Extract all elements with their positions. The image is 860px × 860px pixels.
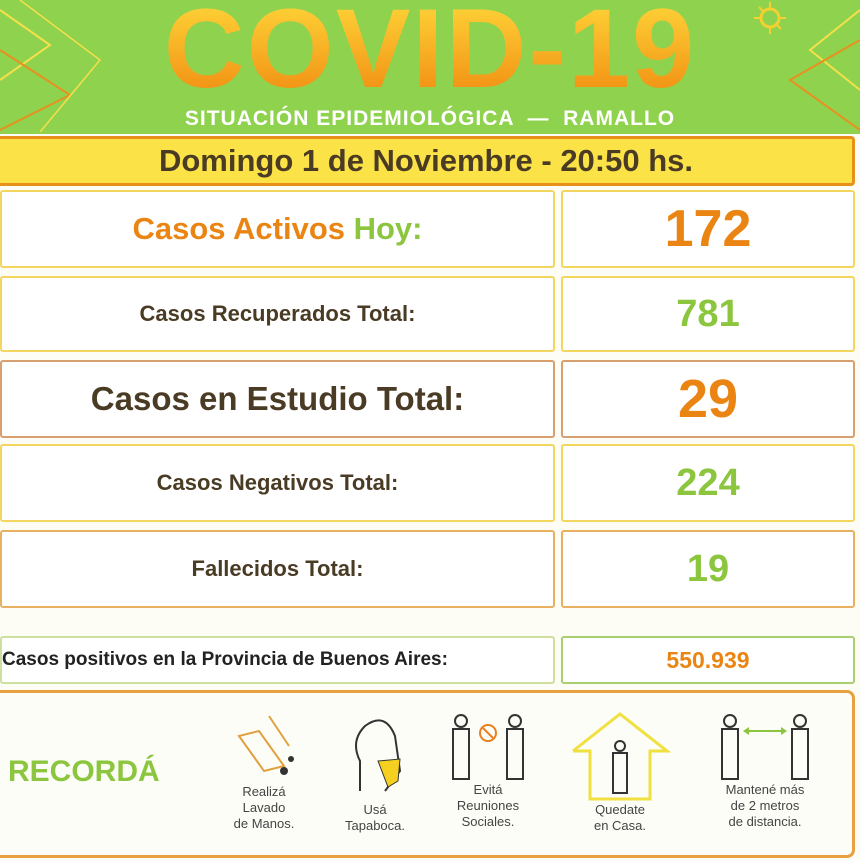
tip-avoid-gatherings	[428, 711, 548, 829]
no-gatherings-icon	[443, 711, 533, 781]
reminder-title: RECORDÁ	[8, 755, 160, 788]
recovered-value: 781	[561, 276, 855, 352]
subtitle: SITUACIÓN EPIDEMIOLÓGICA — RAMALLO	[184, 107, 676, 130]
province-value: 550.939	[561, 636, 855, 684]
tip-text: de Manos.	[233, 816, 295, 831]
report-date: Domingo 1 de Noviembre - 20:50 hs.	[0, 136, 855, 186]
deceased-label: Fallecidos Total:	[0, 530, 555, 608]
virus-icon	[750, 2, 790, 36]
page-title: COVID-19	[0, 0, 860, 104]
tip-text: de distancia.	[728, 814, 802, 829]
face-mask-icon	[340, 711, 410, 801]
active-cases-label	[0, 190, 555, 268]
tip-text: Realizá	[242, 784, 286, 799]
active-cases-label-text: Casos Activos	[132, 211, 354, 246]
active-cases-value: 172	[561, 190, 855, 268]
tip-text: Usá	[363, 802, 387, 817]
tip-text: de 2 metros	[730, 798, 800, 813]
recovered-label: Casos Recuperados Total:	[0, 276, 555, 352]
tip-text: Lavado	[242, 800, 286, 815]
tip-stay-home	[560, 711, 680, 833]
tip-face-mask	[315, 711, 435, 833]
reminder-panel	[0, 690, 855, 858]
tip-keep-distance	[705, 711, 825, 829]
tip-text: Quedate	[595, 802, 645, 817]
active-cases-label-today: Hoy:	[353, 211, 423, 246]
house-icon	[565, 711, 675, 801]
province-label: Casos positivos en la Provincia de Buenos Aires:	[0, 636, 555, 684]
tip-wash-hands	[204, 711, 324, 831]
social-distance-icon	[715, 711, 815, 781]
negative-value: 224	[561, 444, 855, 522]
in-study-value: 29	[561, 360, 855, 438]
header-banner	[0, 0, 860, 134]
hand-washing-icon	[229, 711, 299, 783]
tip-text: Tapaboca.	[345, 818, 405, 833]
in-study-label: Casos en Estudio Total:	[0, 360, 555, 438]
deceased-value: 19	[561, 530, 855, 608]
negative-label: Casos Negativos Total:	[0, 444, 555, 522]
tip-text: en Casa.	[593, 818, 647, 833]
tip-text: Mantené más	[725, 782, 805, 797]
tip-text: Reuniones	[456, 798, 520, 813]
tip-text: Evitá	[473, 782, 503, 797]
tip-text: Sociales.	[461, 814, 515, 829]
